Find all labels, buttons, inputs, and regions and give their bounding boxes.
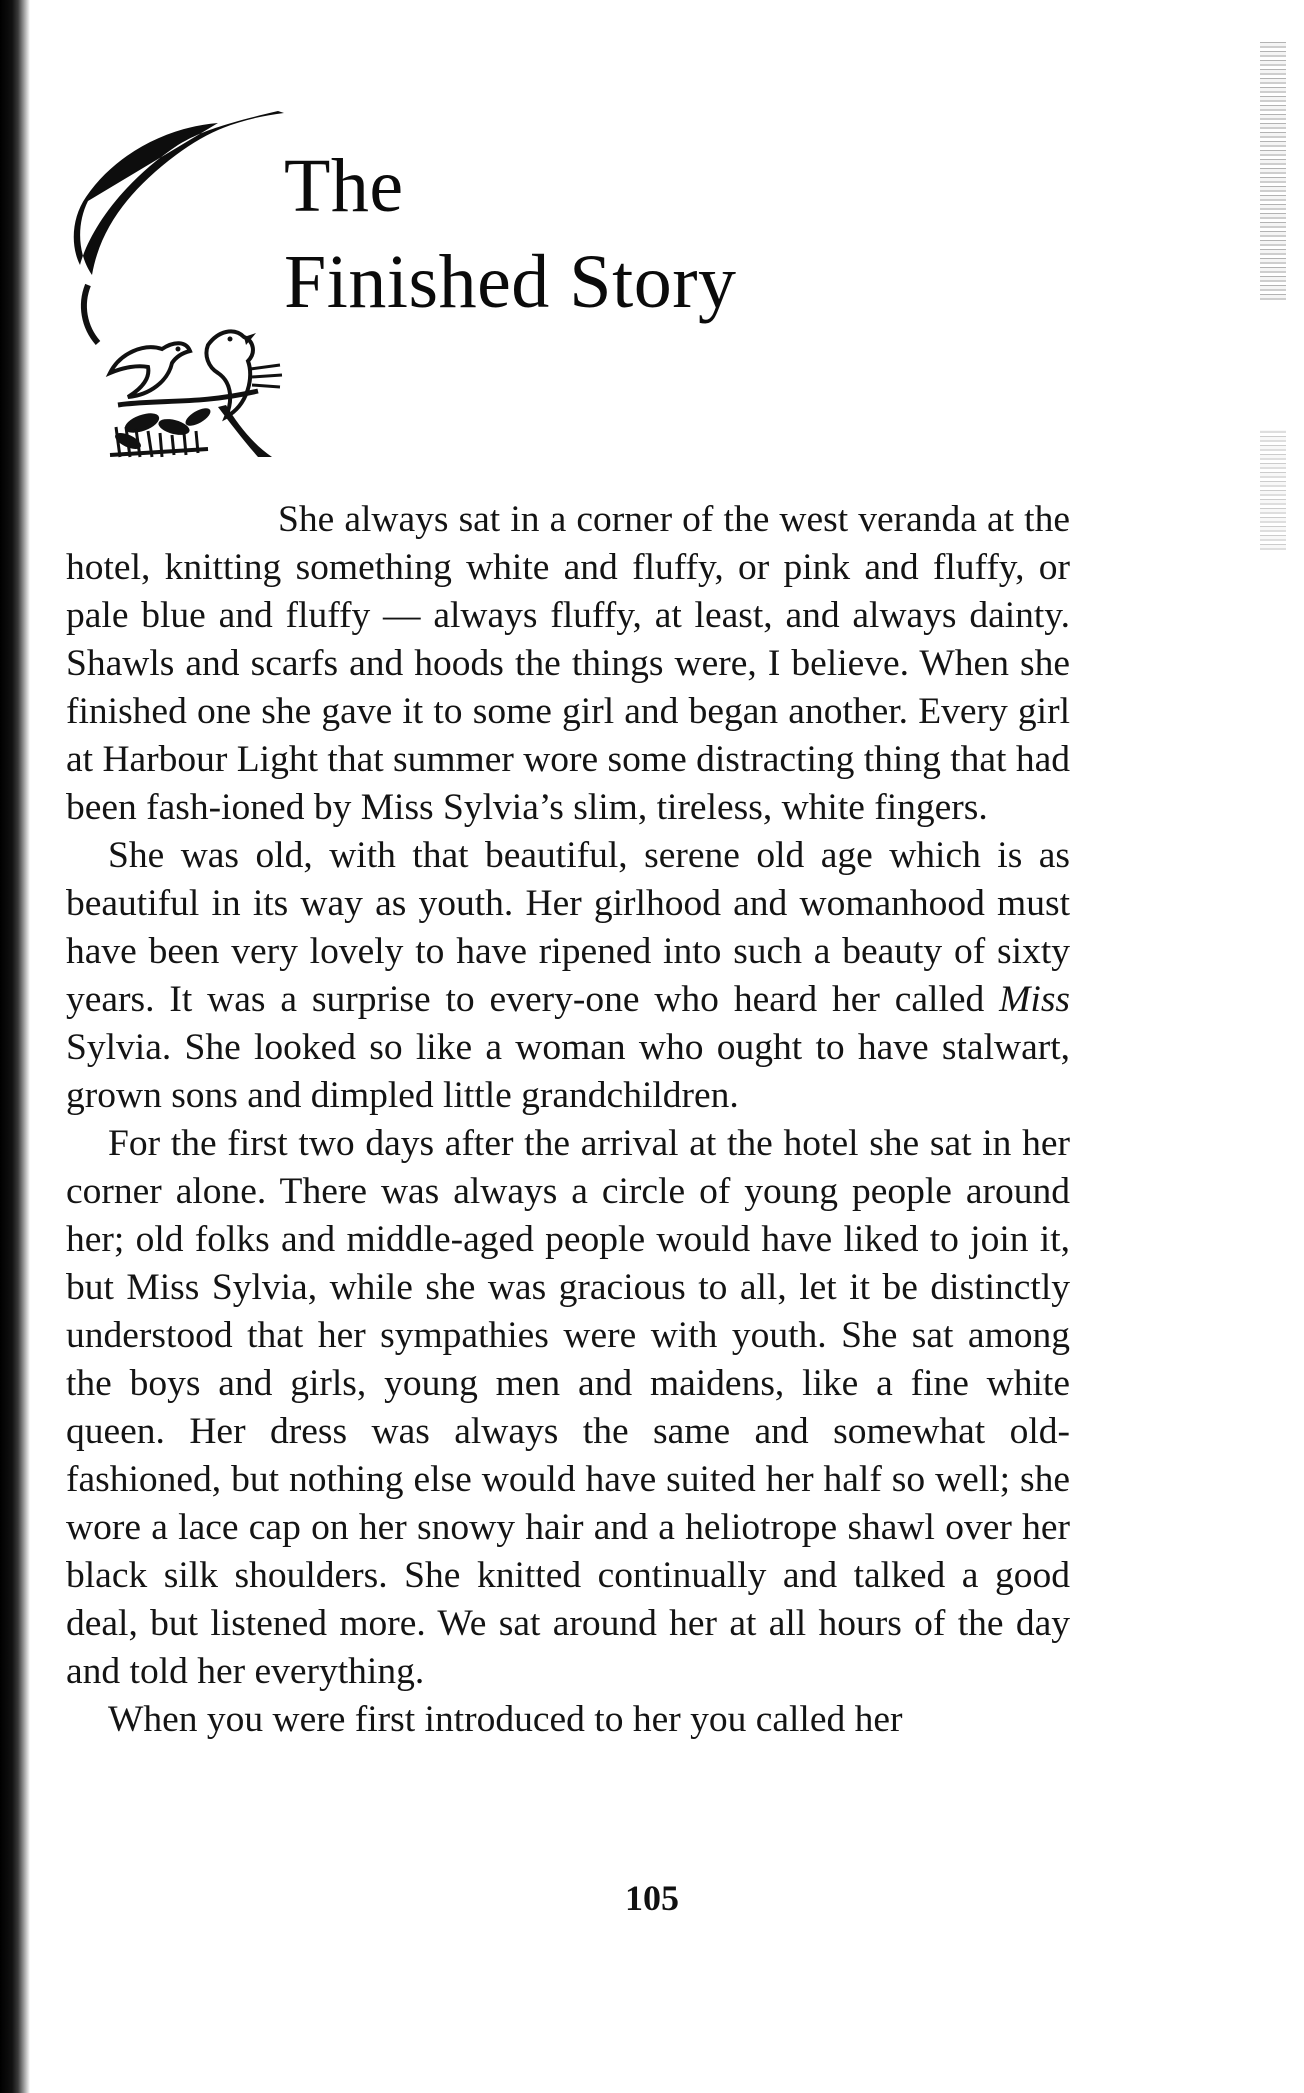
paragraph-1-text: She always sat in a corner of the west veranda at the hotel, knitting something white and fluffy, or pink and fluffy, or pale blue and fluffy — always fluffy, at least, and always dainty. Shawls and scarfs and hoods the things were, I believe. When she finished one she gave it to some girl and began another. Every girl at Harbour Light that summer wore some distracting thing that had been fash- <box>66 499 1070 828</box>
paragraph-4: When you were first introduced to her you called her <box>108 1699 903 1740</box>
paragraph-2 <box>66 832 1070 1120</box>
paragraph-3: For the first two days after the arrival at the hotel she sat in her corner alone. There was always a circle of young people around her; old folks and middle-aged people would have liked to join it, but Miss Sylvia, while she was gracious to all, let it be distinctly understood that her sympathies were with youth. She sat among the boys and girls, young men and maidens, like a fine white queen. Her dress was always the same and somewhat old-fashioned, but nothing else would have suited her half so well; she wore a lace cap on her snowy hair and a heliotrope shawl over her black silk shoulders. She knitted continually and talked a good deal, but listened more. We sat around her at all hours of the day and told her everything. <box>66 1123 1070 1692</box>
scan-edge-artifact <box>1260 40 1286 300</box>
page-number: 105 <box>625 1878 679 1918</box>
paragraph-1-continuation: ioned by Miss Sylvia’s slim, tireless, white fingers. <box>221 787 988 828</box>
chapter-title-line-2: Finished Story <box>284 240 737 324</box>
paragraph-2-line-start: one who heard her called <box>585 979 1000 1020</box>
paragraph-1 <box>66 496 1070 832</box>
body-text <box>66 496 1070 1744</box>
paragraph-2-rest: Sylvia. She looked so like a woman who ought to have stalwart, grown sons and dimpled little grandchildren. <box>66 1027 1070 1116</box>
chapter-title <box>284 138 737 330</box>
scan-edge-artifact <box>1260 430 1286 550</box>
italic-miss: Miss <box>999 979 1070 1020</box>
quill-and-doves-ornament-icon <box>58 105 284 461</box>
paragraph-2-text: She was old, with that beautiful, serene old age which is as beautiful in its way as youth. Her girlhood and womanhood must have been very lovely to have ripened into such a beauty of sixty years. It was a surprise to every- <box>66 835 1070 1020</box>
book-spine-shadow <box>0 0 30 2093</box>
chapter-title-line-1: The <box>284 144 404 228</box>
